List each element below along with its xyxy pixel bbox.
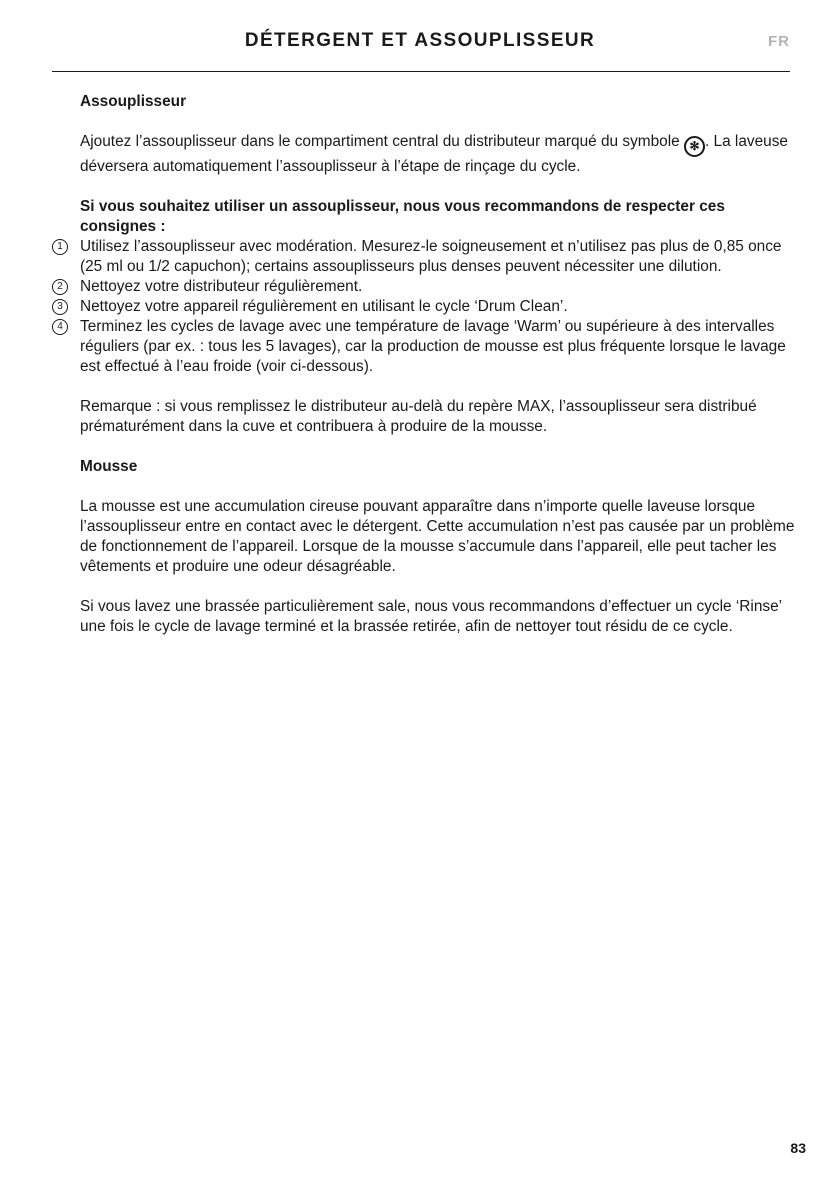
list-item <box>57 297 796 317</box>
circled-number-icon: 1 <box>52 239 68 255</box>
section-heading-softener: Assouplisseur <box>80 93 187 110</box>
softener-flower-icon: ✻ <box>684 136 705 157</box>
advice-list <box>57 237 796 377</box>
softener-paragraph-text-end: . La laveuse déversera automatiquement l’assouplisseur à l’étape de rinçage du cycle. <box>80 133 788 175</box>
advice-heading: Si vous souhaitez utiliser un assouplisseur, nous vous recommandons de respecter ces consignes : <box>80 198 725 235</box>
rinse-paragraph: Si vous lavez une brassée particulièrement sale, nous vous recommandons d’effectuer un cycle ‘Rinse’ une fois le cycle de lavage terminé et la brassée retirée, afin de nettoyer tout résidu de ce cycle. <box>80 598 782 635</box>
circled-number-icon: 2 <box>52 279 68 295</box>
circled-number-icon: 3 <box>52 299 68 315</box>
list-item-text: Nettoyez votre appareil régulièrement en utilisant le cycle ‘Drum Clean’. <box>80 298 568 315</box>
circled-number-icon: 4 <box>52 319 68 335</box>
softener-paragraph-text-start: Ajoutez l’assouplisseur dans le compartiment central du distributeur marqué du symbole <box>80 133 680 150</box>
page-title: DÉTERGENT ET ASSOUPLISSEUR <box>244 30 596 51</box>
list-item <box>57 277 796 297</box>
list-item-text: Nettoyez votre distributeur régulièrement. <box>80 278 363 295</box>
list-item <box>57 237 796 277</box>
language-tag: FR <box>768 33 790 50</box>
list-item-text: Terminez les cycles de lavage avec une température de lavage ‘Warm’ ou supérieure à des intervalles réguliers (par ex. : tous les 5 lavages), car la production de mousse est plus fréquente lorsque le lavage est effectué à l’eau froide (voir ci-dessous). <box>80 318 786 375</box>
page-number: 83 <box>790 1140 806 1156</box>
header-divider <box>52 71 790 72</box>
main-content <box>57 92 796 637</box>
softener-paragraph <box>80 132 796 177</box>
section-heading-foam: Mousse <box>80 458 138 475</box>
list-item-text: Utilisez l’assouplisseur avec modération. Mesurez-le soigneusement et n’utilisez pas plus de 0,85 once (25 ml ou 1/2 capuchon); certains assouplisseurs plus denses peuvent nécessiter une dilution. <box>80 238 782 275</box>
foam-paragraph: La mousse est une accumulation cireuse pouvant apparaître dans n’importe quelle laveuse lorsque l’assouplisseur entre en contact avec le détergent. Cette accumulation n’est pas causée par un problème de fonctionnement de l’appareil. Lorsque de la mousse s’accumule dans l’appareil, elle peut tacher les vêtements et produire une odeur désagréable. <box>80 498 795 575</box>
list-item <box>57 317 796 377</box>
note-paragraph: Remarque : si vous remplissez le distributeur au-delà du repère MAX, l’assouplisseur sera distribué prématurément dans la cuve et contribuera à produire de la mousse. <box>80 398 757 435</box>
